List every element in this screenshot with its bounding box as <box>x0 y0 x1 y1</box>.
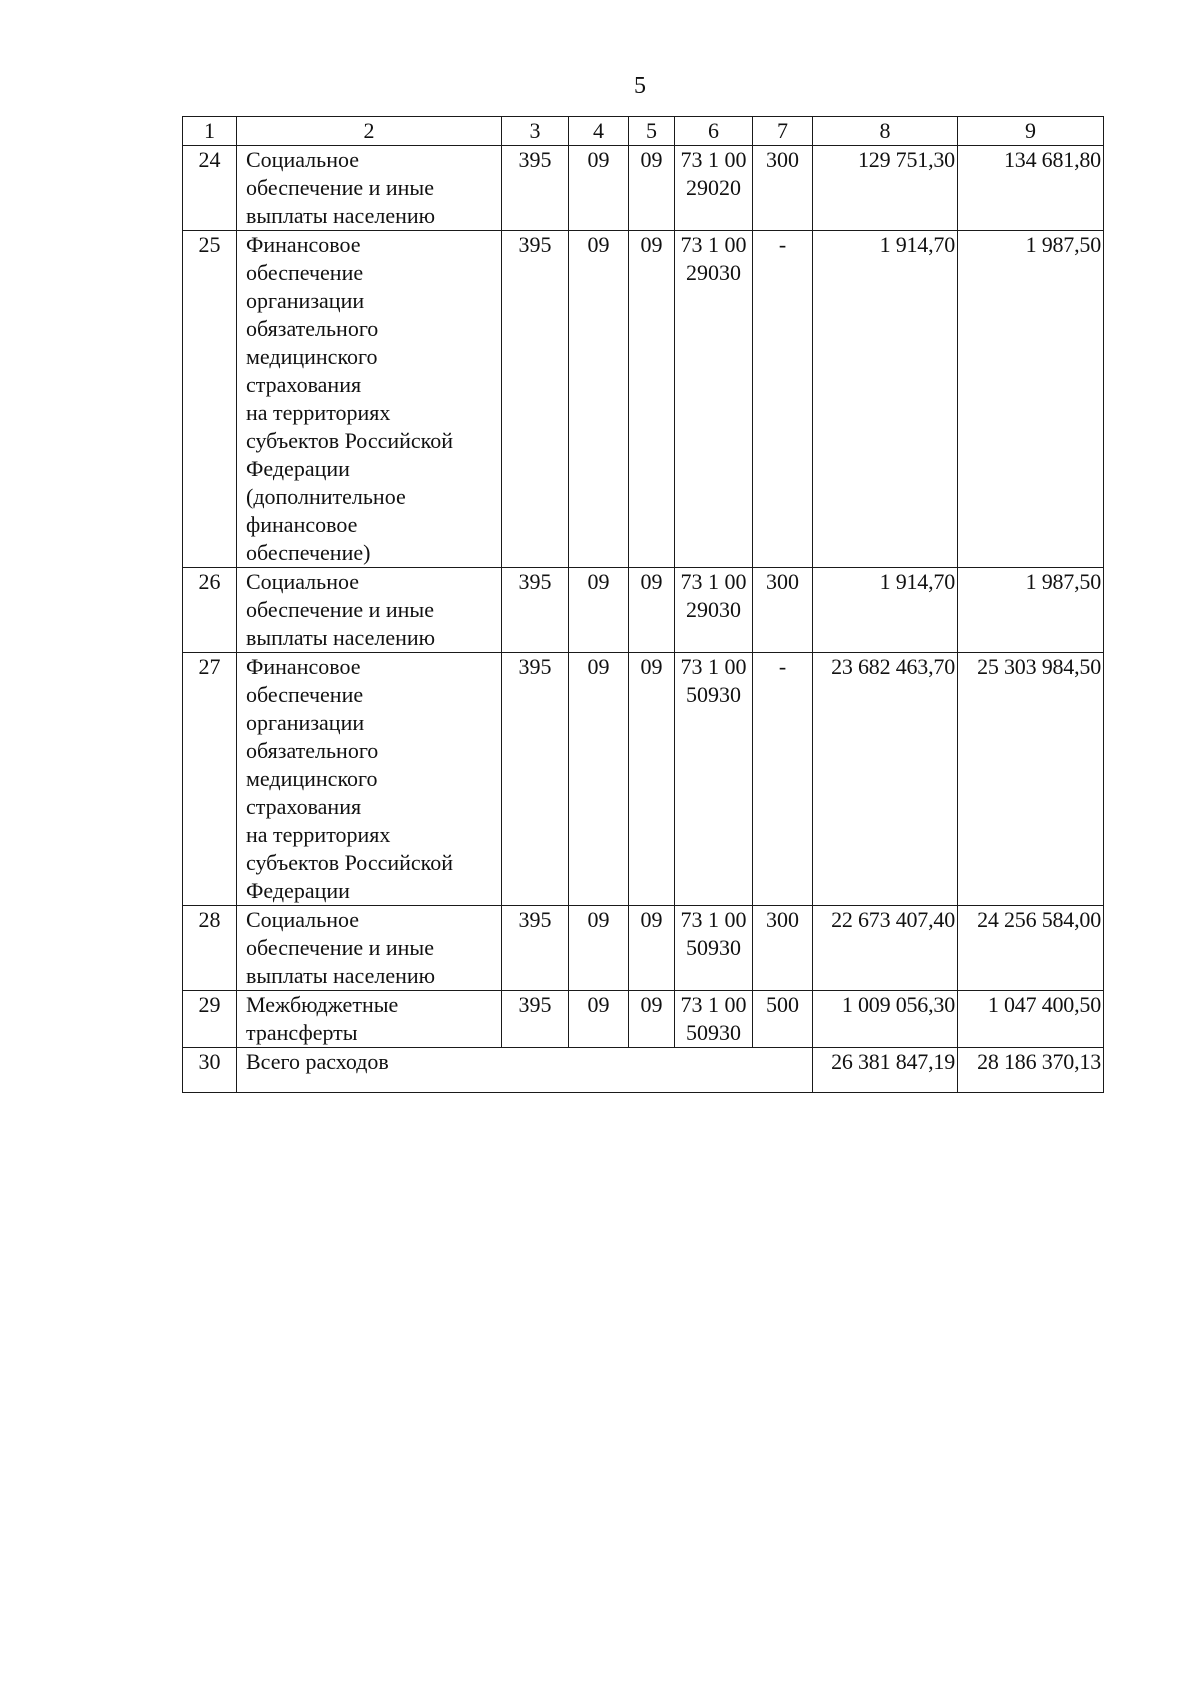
row-section-code: 09 <box>569 653 629 906</box>
row-amount-col8: 129 751,30 <box>813 146 958 231</box>
header-cell-2: 2 <box>237 117 502 146</box>
header-cell-8: 8 <box>813 117 958 146</box>
row-number: 28 <box>183 906 237 991</box>
row-amount-col9: 1 987,50 <box>958 231 1104 568</box>
row-target-code: 73 1 00 50930 <box>675 991 753 1048</box>
header-cell-9: 9 <box>958 117 1104 146</box>
row-subsection-code: 09 <box>629 991 675 1048</box>
row-section-code: 09 <box>569 991 629 1048</box>
table-row <box>183 653 1104 906</box>
table-row <box>183 146 1104 231</box>
row-target-code: 73 1 00 29030 <box>675 231 753 568</box>
total-label: Всего расходов <box>237 1048 813 1093</box>
table-row <box>183 906 1104 991</box>
row-name: Социальное обеспечение и иные выплаты населению <box>237 906 502 991</box>
row-amount-col9: 24 256 584,00 <box>958 906 1104 991</box>
row-amount-col8: 1 009 056,30 <box>813 991 958 1048</box>
row-expense-type: 300 <box>753 906 813 991</box>
row-number: 24 <box>183 146 237 231</box>
row-amount-col9: 134 681,80 <box>958 146 1104 231</box>
row-section-code: 09 <box>569 568 629 653</box>
row-number: 26 <box>183 568 237 653</box>
row-ministry-code: 395 <box>502 653 569 906</box>
total-row <box>183 1048 1104 1093</box>
row-amount-col8: 1 914,70 <box>813 568 958 653</box>
row-target-code: 73 1 00 50930 <box>675 653 753 906</box>
row-ministry-code: 395 <box>502 146 569 231</box>
row-expense-type: 300 <box>753 568 813 653</box>
row-amount-col8: 23 682 463,70 <box>813 653 958 906</box>
row-target-code: 73 1 00 50930 <box>675 906 753 991</box>
header-row <box>183 117 1104 146</box>
row-subsection-code: 09 <box>629 231 675 568</box>
table-row <box>183 991 1104 1048</box>
row-section-code: 09 <box>569 146 629 231</box>
row-amount-col8: 1 914,70 <box>813 231 958 568</box>
table-row <box>183 231 1104 568</box>
page-number: 5 <box>634 73 646 99</box>
table-row <box>183 568 1104 653</box>
row-expense-type: 500 <box>753 991 813 1048</box>
row-name: Социальное обеспечение и иные выплаты населению <box>237 568 502 653</box>
total-row-number: 30 <box>183 1048 237 1093</box>
header-cell-1: 1 <box>183 117 237 146</box>
row-subsection-code: 09 <box>629 568 675 653</box>
total-amount-col8: 26 381 847,19 <box>813 1048 958 1093</box>
row-expense-type: - <box>753 231 813 568</box>
row-amount-col9: 1 047 400,50 <box>958 991 1104 1048</box>
row-subsection-code: 09 <box>629 146 675 231</box>
row-amount-col9: 25 303 984,50 <box>958 653 1104 906</box>
row-name: Социальное обеспечение и иные выплаты населению <box>237 146 502 231</box>
header-cell-4: 4 <box>569 117 629 146</box>
row-number: 27 <box>183 653 237 906</box>
row-amount-col8: 22 673 407,40 <box>813 906 958 991</box>
row-expense-type: 300 <box>753 146 813 231</box>
row-ministry-code: 395 <box>502 991 569 1048</box>
row-name: Финансовое обеспечение организации обязательного медицинского страхования на территориях субъектов Российской Федерации <box>237 653 502 906</box>
total-amount-col9: 28 186 370,13 <box>958 1048 1104 1093</box>
row-section-code: 09 <box>569 906 629 991</box>
row-ministry-code: 395 <box>502 231 569 568</box>
header-cell-7: 7 <box>753 117 813 146</box>
budget-table <box>182 116 1104 1093</box>
header-cell-3: 3 <box>502 117 569 146</box>
header-cell-6: 6 <box>675 117 753 146</box>
row-amount-col9: 1 987,50 <box>958 568 1104 653</box>
row-expense-type: - <box>753 653 813 906</box>
row-section-code: 09 <box>569 231 629 568</box>
row-target-code: 73 1 00 29030 <box>675 568 753 653</box>
row-subsection-code: 09 <box>629 653 675 906</box>
row-ministry-code: 395 <box>502 568 569 653</box>
row-ministry-code: 395 <box>502 906 569 991</box>
header-cell-5: 5 <box>629 117 675 146</box>
row-target-code: 73 1 00 29020 <box>675 146 753 231</box>
row-subsection-code: 09 <box>629 906 675 991</box>
row-name: Финансовое обеспечение организации обязательного медицинского страхования на территориях субъектов Российской Федерации (дополнительное финансовое обеспечение) <box>237 231 502 568</box>
row-number: 25 <box>183 231 237 568</box>
row-number: 29 <box>183 991 237 1048</box>
row-name: Межбюджетные трансферты <box>237 991 502 1048</box>
